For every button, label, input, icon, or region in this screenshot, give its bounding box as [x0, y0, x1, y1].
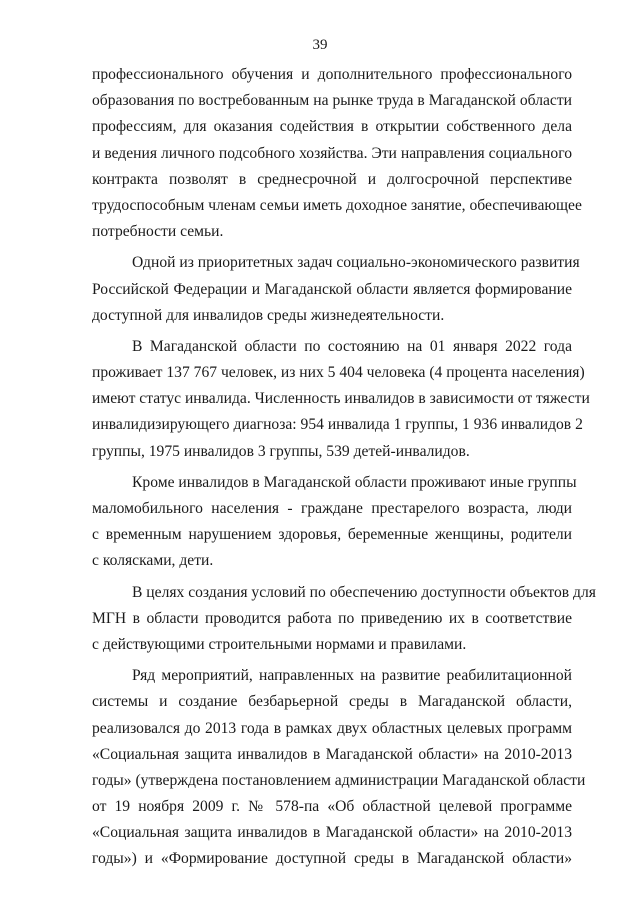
text-line: имеют статус инвалида. Численность инвалидов в зависимости от тяжести — [92, 390, 590, 408]
body-text — [92, 62, 596, 873]
text-line: проживает 137 767 человек, из них 5 404 человека (4 процента населения) — [92, 364, 585, 382]
paragraph — [92, 663, 586, 873]
text-line: доступной для инвалидов среды жизнедеятельности. — [92, 306, 445, 324]
text-line: профессионального обучения и дополнительного профессионального — [92, 66, 572, 83]
text-line: МГН в области проводится работа по приведению их в соответствие — [92, 609, 572, 627]
text-line: с колясками, дети. — [92, 552, 214, 570]
text-line: «Социальная защита инвалидов в Магаданской области» на 2010-2013 — [92, 824, 572, 842]
text-line: годы») и «Формирование доступной среды в Магаданской области» — [92, 850, 572, 868]
text-line: В целях создания условий по обеспечению доступности объектов для — [132, 583, 596, 601]
text-line: профессиям, для оказания содействия в открытии собственного дела — [92, 118, 572, 136]
text-line: и ведения личного подсобного хозяйства. Эти направления социального — [92, 144, 572, 162]
text-line: «Социальная защита инвалидов в Магаданской области» на 2010-2013 — [92, 745, 572, 763]
text-line: от 19 ноября 2009 г. № 578-па «Об областной целевой программе — [92, 798, 572, 816]
text-line: Российской Федерации и Магаданской области является формирование — [92, 280, 572, 298]
text-line: реализовался до 2013 года в рамках двух областных целевых программ — [92, 719, 572, 737]
text-line: В Магаданской области по состоянию на 01 января 2022 года — [132, 337, 572, 355]
text-line: образования по востребованным на рынке труда в Магаданской области — [92, 92, 572, 110]
text-line: группы, 1975 инвалидов 3 группы, 539 детей-инвалидов. — [92, 442, 470, 460]
text-line: трудоспособным членам семьи иметь доходное занятие, обеспечивающее — [92, 196, 582, 214]
page-number: 39 — [312, 37, 328, 53]
text-line: контракта позволят в среднесрочной и долгосрочной перспективе — [92, 170, 572, 188]
text-line: с временным нарушением здоровья, беременные женщины, родители — [92, 526, 572, 544]
paragraph — [92, 470, 577, 575]
text-line: Кроме инвалидов в Магаданской области проживают иные группы — [132, 473, 577, 491]
text-line: инвалидизирующего диагноза: 954 инвалида 1 группы, 1 936 инвалидов 2 — [92, 416, 583, 434]
text-line: годы» (утверждена постановлением администрации Магаданской области — [92, 771, 586, 789]
text-line: с действующими строительными нормами и правилами. — [92, 635, 467, 653]
text-line: потребности семьи. — [92, 223, 224, 241]
paragraph — [92, 580, 596, 659]
paragraph — [92, 62, 582, 245]
paragraph — [92, 334, 590, 465]
text-line: системы и создание безбарьерной среды в Магаданской области, — [92, 693, 572, 711]
text-line: Одной из приоритетных задач социально-экономического развития — [132, 254, 580, 272]
text-line: маломобильного населения - граждане престарелого возраста, люди — [92, 500, 572, 517]
paragraph — [92, 250, 580, 329]
text-line: Ряд мероприятий, направленных на развитие реабилитационной — [132, 667, 572, 685]
